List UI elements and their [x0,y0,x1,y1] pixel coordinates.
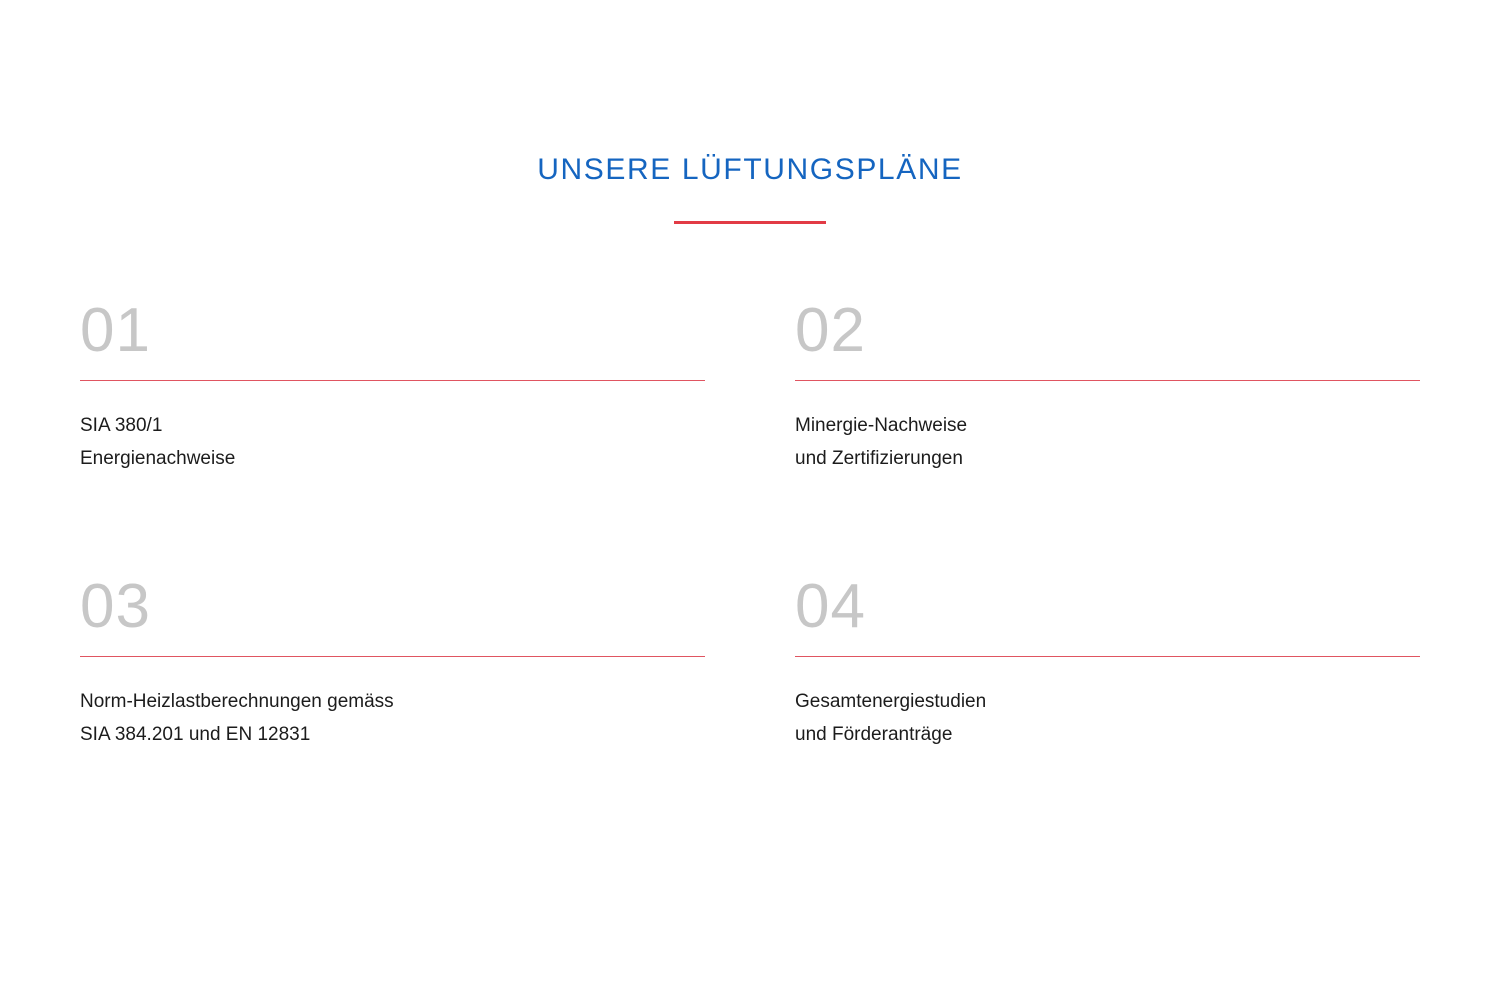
item-text-line-2: SIA 384.201 und EN 12831 [80,723,311,745]
page-title: UNSERE LÜFTUNGSPLÄNE [537,153,963,186]
item-number: 03 [80,571,151,641]
item-divider [80,380,705,381]
item-text-line-2: und Förderanträge [795,723,953,745]
item-text-line-2: Energienachweise [80,448,236,470]
title-underline-divider [674,221,826,224]
list-item [795,571,1420,752]
item-number: 02 [795,296,866,365]
item-text-line-1: Minergie-Nachweise [795,415,968,436]
item-divider [795,656,1420,657]
item-number: 04 [795,571,866,641]
item-text [80,685,705,752]
item-text-line-1: Gesamtenergiestudien [795,690,987,712]
item-text [795,409,1420,476]
item-text [80,409,705,476]
item-number: 01 [80,296,151,365]
services-grid [80,296,1420,751]
item-divider [80,656,705,657]
item-text-line-2: und Zertifizierungen [795,448,963,470]
section-header [0,0,1500,224]
item-text-line-1: Norm-Heizlastberechnungen gemäss [80,690,394,712]
item-text [795,685,1420,752]
list-item [80,296,705,476]
item-text-line-1: SIA 380/1 [80,415,163,436]
list-item [795,296,1420,476]
item-divider [795,380,1420,381]
list-item [80,571,705,752]
